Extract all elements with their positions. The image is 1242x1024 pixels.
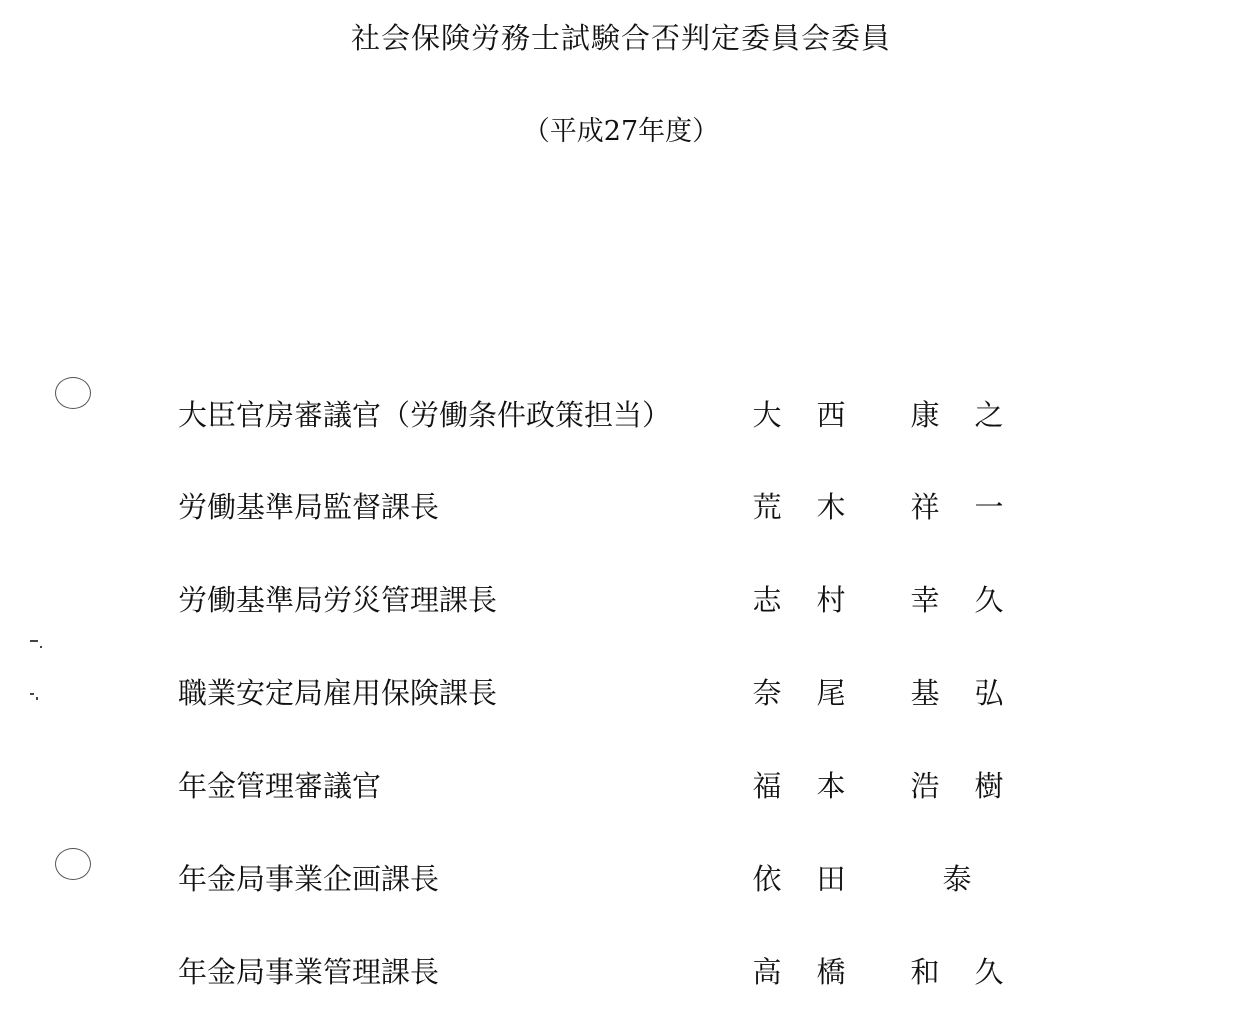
member-surname-char: 橋 (816, 955, 846, 989)
scan-speck (30, 640, 38, 642)
scan-speck (40, 646, 42, 648)
document-title: 社会保険労務士試験合否判定委員会委員 (350, 21, 891, 55)
member-row (0, 385, 1242, 445)
fiscal-year: （平成27年度） (522, 116, 720, 147)
member-position: 年金局事業企画課長 (178, 862, 440, 896)
member-position: 大臣官房審議官（労働条件政策担当） (178, 398, 672, 432)
member-surname-char: 木 (816, 490, 846, 524)
member-row (0, 849, 1242, 909)
member-given-name-char: 一 (974, 490, 1004, 524)
member-surname-char: 大 (752, 398, 782, 432)
member-position: 労働基準局監督課長 (178, 490, 440, 524)
member-row (0, 663, 1242, 723)
member-surname-char: 西 (816, 398, 846, 432)
member-row (0, 477, 1242, 537)
member-given-name-char: 基 (910, 676, 940, 710)
member-surname-char: 奈 (752, 676, 782, 710)
circle-marker-icon (55, 848, 91, 880)
member-given-name-char: 久 (974, 955, 1004, 989)
member-given-name-char: 幸 (910, 583, 940, 617)
member-given-name-char: 樹 (974, 769, 1004, 803)
member-given-name-char: 康 (910, 398, 940, 432)
member-position: 年金管理審議官 (178, 769, 382, 803)
member-row (0, 942, 1242, 1002)
member-position: 労働基準局労災管理課長 (178, 583, 498, 617)
member-given-name-char: 之 (974, 398, 1004, 432)
circle-marker-icon (55, 377, 91, 409)
member-surname-char: 尾 (816, 676, 846, 710)
member-row (0, 756, 1242, 816)
member-surname-char: 志 (752, 583, 782, 617)
member-given-name-char: 祥 (910, 490, 940, 524)
member-surname-char: 村 (816, 583, 846, 617)
scan-speck (30, 693, 34, 695)
member-surname-char: 高 (752, 955, 782, 989)
member-given-name-char: 浩 (910, 769, 940, 803)
member-surname-char: 福 (752, 769, 782, 803)
member-surname-char: 荒 (752, 490, 782, 524)
member-given-name-char: 和 (910, 955, 940, 989)
member-surname-char: 依 (752, 862, 782, 896)
member-row (0, 570, 1242, 630)
member-position: 年金局事業管理課長 (178, 955, 440, 989)
member-surname-char: 本 (816, 769, 846, 803)
member-given-name-char: 泰 (942, 862, 972, 896)
member-given-name-char: 弘 (974, 676, 1004, 710)
member-surname-char: 田 (816, 862, 846, 896)
member-position: 職業安定局雇用保険課長 (178, 676, 498, 710)
member-given-name-char: 久 (974, 583, 1004, 617)
scan-speck (36, 697, 38, 700)
